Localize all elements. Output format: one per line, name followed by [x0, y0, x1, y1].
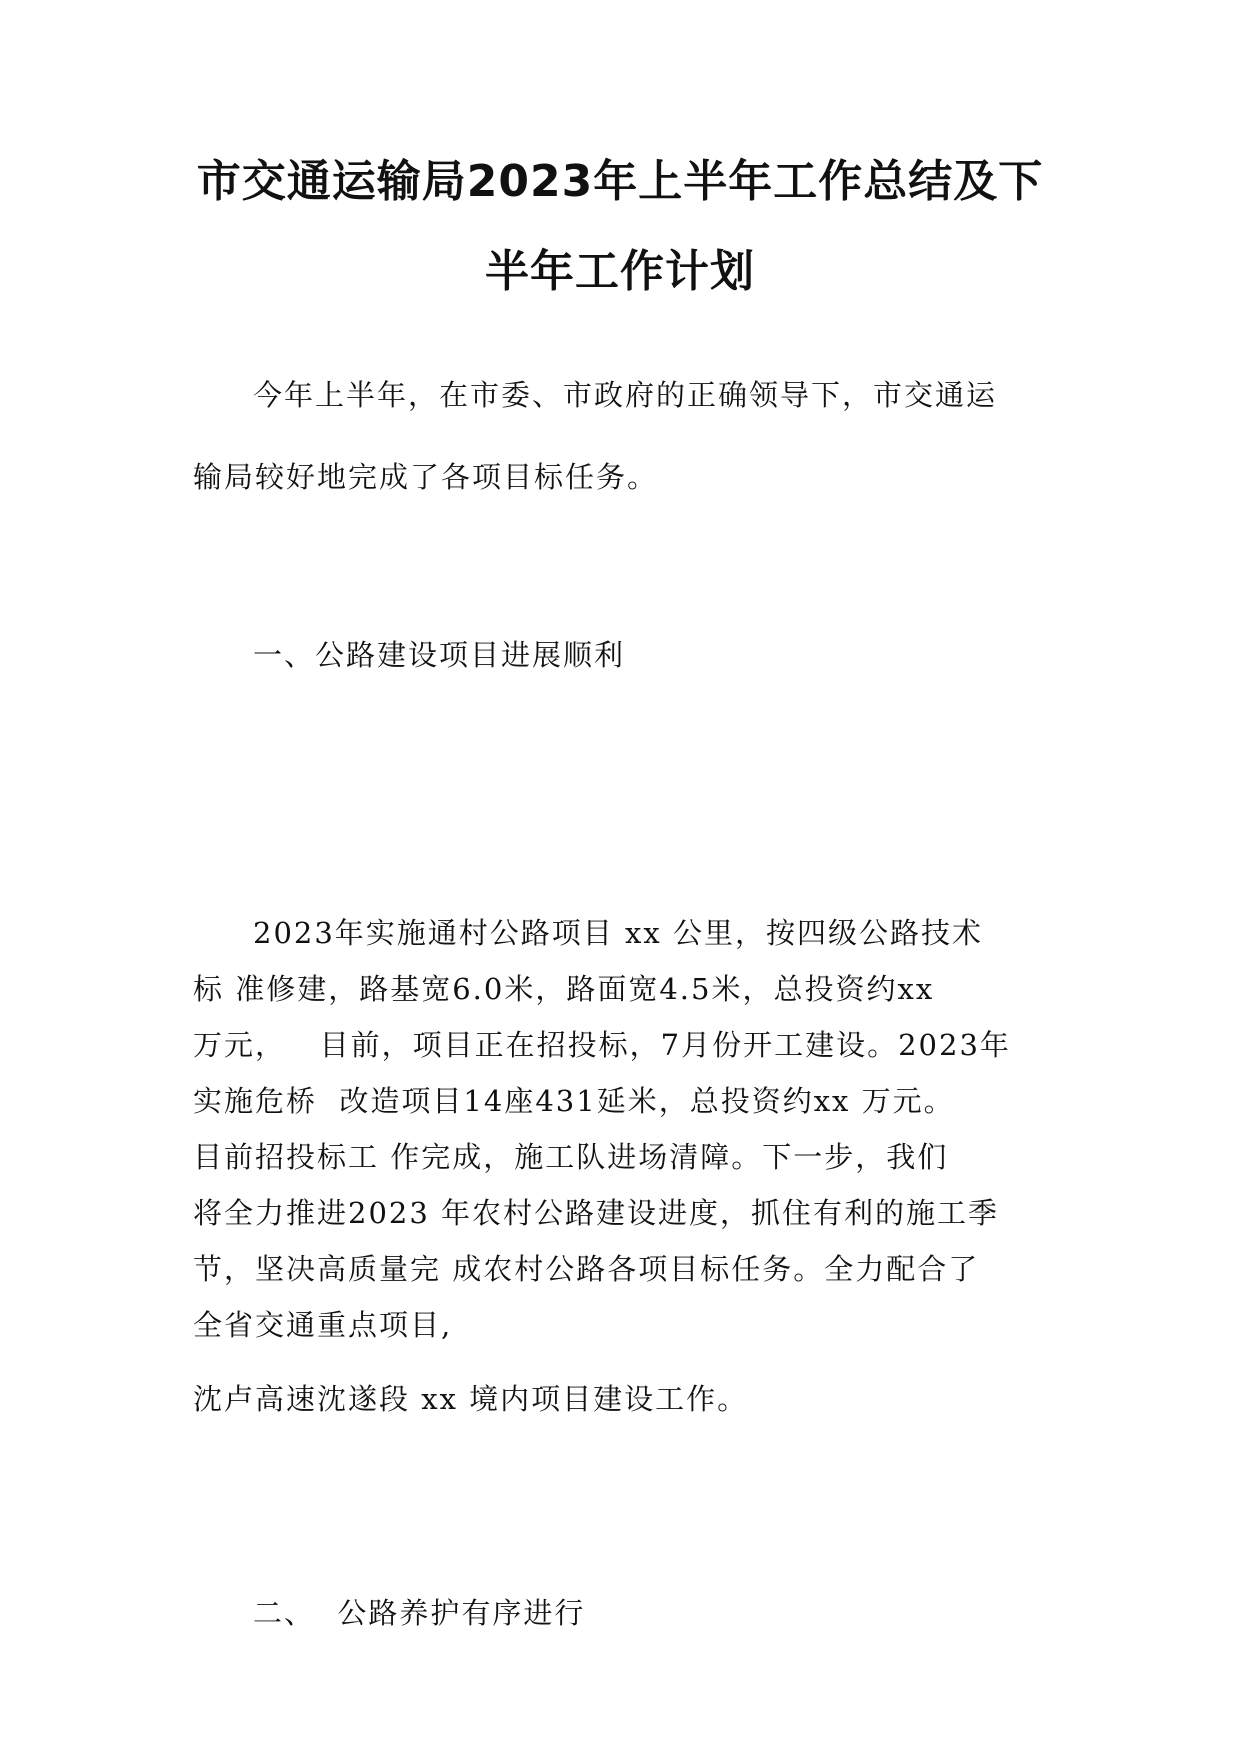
- section-1-heading: 一、公路建设项目进展顺利: [253, 638, 626, 672]
- section-1-paragraph-line: 目前招投标工 作完成，施工队进场清障。下一步，我们: [193, 1140, 949, 1174]
- section-1-paragraph-line: 2023年实施通村公路项目 xx 公里，按四级公路技术: [253, 916, 983, 950]
- section-1-paragraph-line: 万元， 目前，项目正在招投标，7月份开工建设。2023年: [193, 1028, 1011, 1062]
- section-1-paragraph-line: 将全力推进2023 年农村公路建设进度，抓住有利的施工季: [193, 1196, 1000, 1230]
- section-1-paragraph-line: 实施危桥 改造项目14座431延米，总投资约xx 万元。: [193, 1084, 955, 1118]
- section-1-paragraph-line: 节，坚决高质量完 成农村公路各项目标任务。全力配合了: [193, 1252, 980, 1286]
- document-title-line-2: 半年工作计划: [485, 246, 755, 297]
- document-title-line-1: 市交通运输局2023年上半年工作总结及下: [196, 156, 1044, 207]
- section-2-heading: 二、 公路养护有序进行: [253, 1596, 586, 1630]
- intro-paragraph-line-1: 今年上半年，在市委、市政府的正确领导下，市交通运: [253, 378, 998, 412]
- intro-paragraph-line-2: 输局较好地完成了各项目标任务。: [193, 460, 659, 494]
- section-1-paragraph-line: 全省交通重点项目,: [193, 1308, 453, 1342]
- section-1-paragraph-line: 标 准修建，路基宽6.0米，路面宽4.5米，总投资约xx: [193, 972, 935, 1006]
- section-1-last-line: 沈卢高速沈遂段 xx 境内项目建设工作。: [193, 1382, 749, 1416]
